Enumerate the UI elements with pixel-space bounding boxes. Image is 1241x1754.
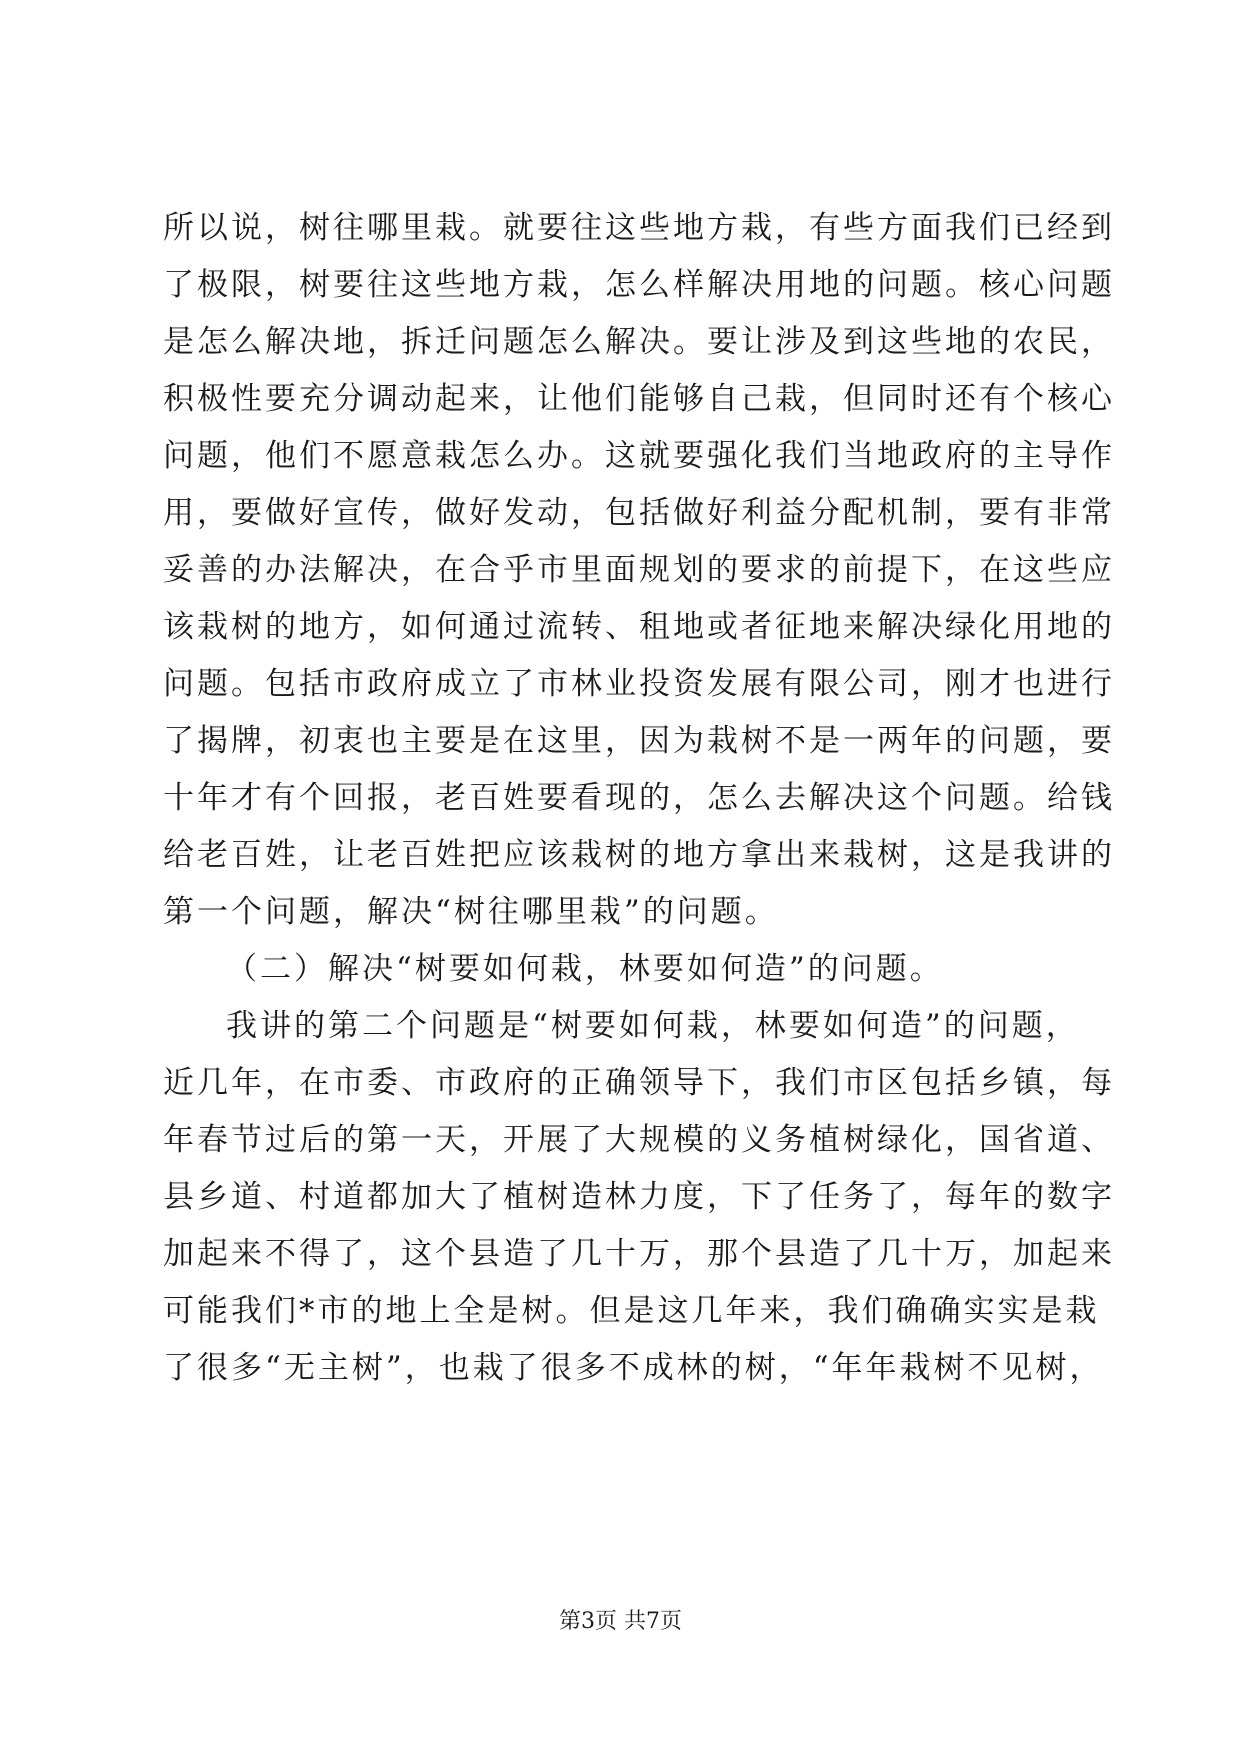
paragraph-line: 县乡道、村道都加大了植树造林力度，下了任务了，每年的数字	[163, 1179, 1115, 1215]
paragraph-line: 加起来不得了，这个县造了几十万，那个县造了几十万，加起来	[163, 1236, 1115, 1272]
paragraph-line: 用，要做好宣传，做好发动，包括做好利益分配机制，要有非常	[163, 495, 1115, 531]
page-number-footer: 第3页 共7页	[559, 1609, 682, 1634]
paragraph-line: 所以说，树往哪里栽。就要往这些地方栽，有些方面我们已经到	[163, 210, 1115, 246]
paragraph-line: 问题。包括市政府成立了市林业投资发展有限公司，刚才也进行	[163, 666, 1115, 702]
paragraph-line: 问题，他们不愿意栽怎么办。这就要强化我们当地政府的主导作	[163, 438, 1115, 474]
paragraph-line: 了揭牌，初衷也主要是在这里，因为栽树不是一两年的问题，要	[163, 723, 1115, 759]
paragraph-line: 妥善的办法解决，在合乎市里面规划的要求的前提下，在这些应	[163, 552, 1115, 588]
paragraph-line: 年春节过后的第一天，开展了大规模的义务植树绿化，国省道、	[163, 1122, 1115, 1158]
paragraph-line: 了极限，树要往这些地方栽，怎么样解决用地的问题。核心问题	[163, 267, 1115, 303]
paragraph-line: 十年才有个回报，老百姓要看现的，怎么去解决这个问题。给钱	[163, 780, 1115, 816]
paragraph-line: 积极性要充分调动起来，让他们能够自己栽，但同时还有个核心	[163, 381, 1115, 417]
paragraph-line: 可能我们*市的地上全是树。但是这几年来，我们确确实实是栽	[163, 1293, 1100, 1329]
paragraph-line: 第一个问题，解决“树往哪里栽”的问题。	[163, 894, 779, 930]
paragraph-line: 是怎么解决地，拆迁问题怎么解决。要让涉及到这些地的农民，	[163, 324, 1115, 360]
paragraph-line: 了很多“无主树”，也栽了很多不成林的树，“年年栽树不见树，	[163, 1350, 1104, 1386]
paragraph-line: 我讲的第二个问题是“树要如何栽，林要如何造”的问题，	[226, 1008, 1080, 1044]
section-heading: （二）解决“树要如何栽，林要如何造”的问题。	[226, 951, 944, 987]
paragraph-line: 给老百姓，让老百姓把应该栽树的地方拿出来栽树，这是我讲的	[163, 837, 1115, 873]
paragraph-line: 近几年，在市委、市政府的正确领导下，我们市区包括乡镇，每	[163, 1065, 1115, 1101]
paragraph-line: 该栽树的地方，如何通过流转、租地或者征地来解决绿化用地的	[163, 609, 1115, 645]
